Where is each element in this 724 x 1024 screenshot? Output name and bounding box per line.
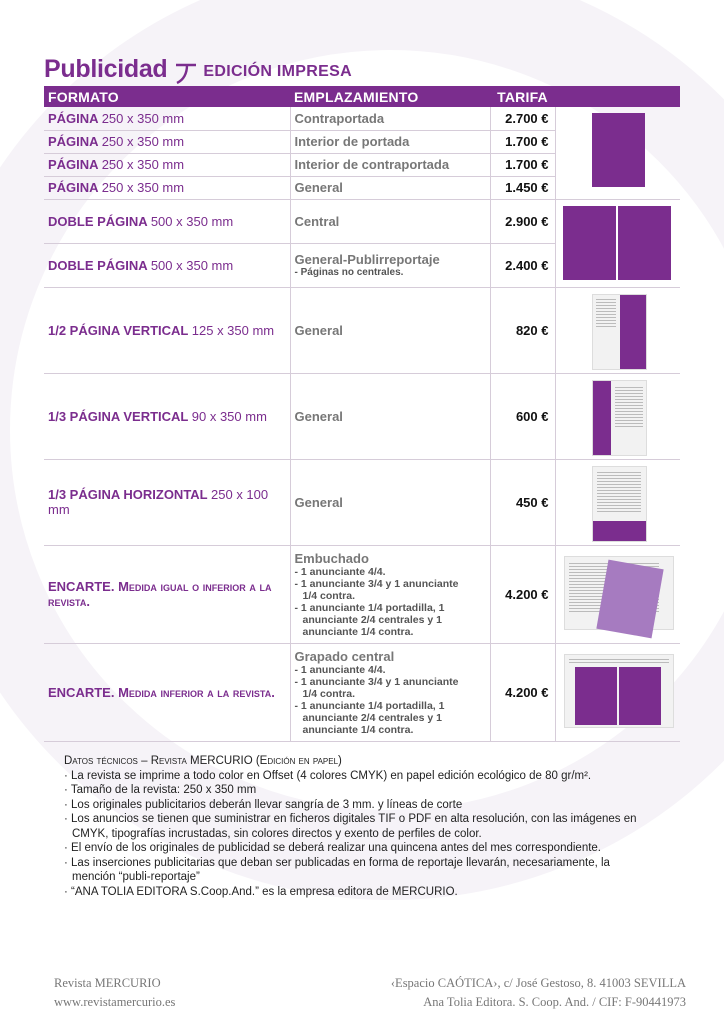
third-vertical-ad-area — [593, 381, 611, 455]
format-name: PÁGINA — [48, 157, 99, 172]
technical-line: · La revista se imprime a todo color en Offset (4 colores CMYK) en papel edición ecológico de 80 gr/m². — [64, 769, 592, 782]
column-header-placement: EMPLAZAMIENTO — [290, 86, 490, 107]
footer-right — [391, 974, 686, 1012]
technical-line: · “ANA TOLIA EDITORA S.Coop.And.” es la empresa editora de MERCURIO. — [64, 885, 458, 898]
placement: General — [290, 373, 490, 459]
column-header-format: FORMATO — [44, 86, 290, 107]
technical-line: mención “publi-reportaje” — [72, 871, 200, 883]
placement: Interior de contraportada — [290, 153, 490, 176]
double-page-right-preview — [618, 206, 671, 280]
price: 1.450 € — [490, 176, 555, 199]
table-row — [44, 373, 680, 459]
placement: General — [290, 459, 490, 545]
placement: General-Publirreportaje — [294, 252, 440, 267]
format-dimensions: 125 x 350 mm — [191, 322, 275, 338]
technical-data-title: Datos técnicos – Revista MERCURIO (Edición en papel) — [64, 755, 342, 767]
third-vertical-preview-sheet — [592, 380, 647, 456]
column-header-preview — [555, 86, 680, 107]
placement-option: 1/4 contra. — [302, 589, 356, 602]
placement-option: anunciante 2/4 centrales y 1 — [302, 711, 442, 724]
table-row — [44, 199, 680, 243]
column-header-price: TARIFA — [490, 86, 555, 107]
table-row — [44, 107, 680, 130]
placement-option: anunciante 1/4 contra. — [302, 723, 414, 736]
price: 1.700 € — [490, 130, 555, 153]
format-dimensions: 250 x 350 mm — [101, 180, 185, 195]
rates-table — [44, 86, 680, 742]
third-horizontal-ad-area — [593, 521, 646, 541]
half-page-preview-sheet — [592, 294, 647, 370]
placement-option: - 1 anunciante 4/4. — [294, 565, 386, 578]
price: 2.900 € — [490, 199, 555, 243]
page-header — [44, 50, 352, 84]
format-name: 1/3 PÁGINA VERTICAL — [48, 408, 189, 424]
technical-line: · Los originales publicitarios deberán llevar sangría de 3 mm. y líneas de corte — [64, 798, 463, 811]
table-row — [44, 545, 680, 643]
text-column-decoration — [597, 472, 641, 514]
placement: Central — [290, 199, 490, 243]
format-dimensions: Medida inferior a la revista. — [118, 684, 275, 700]
page-preview — [555, 459, 680, 545]
table-row — [44, 643, 680, 741]
format-name: PÁGINA — [48, 110, 99, 126]
format-name: 1/2 PÁGINA VERTICAL — [48, 322, 189, 338]
placement-option: anunciante 1/4 contra. — [302, 625, 414, 638]
placement-option: - 1 anunciante 1/4 portadilla, 1 — [294, 601, 445, 614]
price: 4.200 € — [490, 643, 555, 741]
stapled-insert-right — [619, 667, 661, 725]
placement: Interior de portada — [290, 130, 490, 153]
page-subtitle: EDICIÓN IMPRESA — [203, 63, 352, 80]
format-name: ENCARTE. — [48, 579, 115, 594]
table-row — [44, 287, 680, 373]
full-page-ad-preview — [592, 113, 645, 187]
placement: Grapado central — [294, 648, 395, 664]
text-column-decoration — [569, 659, 669, 665]
page-title: Publicidad — [44, 55, 168, 83]
price: 2.400 € — [490, 243, 555, 287]
format-dimensions: 500 x 350 mm — [150, 213, 234, 229]
format-dimensions: Medida igual o inferior a la revista. — [48, 579, 272, 609]
stapled-insert-spread — [564, 654, 674, 728]
footer-left — [54, 974, 175, 1012]
logo-mark-icon — [175, 60, 197, 84]
page-preview — [555, 199, 680, 287]
placement-option: - 1 anunciante 3/4 y 1 anunciante — [294, 675, 459, 688]
table-header-row — [44, 86, 680, 107]
format-name: DOBLE PÁGINA — [48, 213, 148, 229]
text-column-decoration — [596, 299, 616, 329]
format-name: ENCARTE. — [48, 684, 115, 700]
technical-line: CMYK, tipografías incrustadas, sin colores directos y exento de perfiles de color. — [72, 827, 482, 840]
placement-option: - 1 anunciante 1/4 portadilla, 1 — [294, 699, 445, 712]
format-dimensions: 250 x 350 mm — [101, 110, 185, 126]
placement-option: 1/4 contra. — [302, 687, 356, 700]
stapled-insert-left — [575, 667, 617, 725]
format-name: PÁGINA — [48, 134, 99, 149]
format-dimensions: 500 x 350 mm — [150, 257, 234, 273]
technical-line: · Las inserciones publicitarias que deban ser publicadas en forma de reportaje llevarán, necesariamente, la — [64, 856, 610, 869]
double-page-left-preview — [563, 206, 616, 280]
placement: General — [290, 287, 490, 373]
format-name: DOBLE PÁGINA — [48, 257, 148, 273]
address: ‹Espacio CAÓTICA›, c/ José Gestoso, 8. 41003 SEVILLA — [390, 976, 686, 990]
format-dimensions: 250 x 100 mm — [48, 487, 269, 517]
page-preview — [555, 373, 680, 459]
format-name: PÁGINA — [48, 180, 99, 195]
placement: Embuchado — [294, 550, 369, 566]
magazine-website[interactable]: www.revistamercurio.es — [54, 995, 176, 1009]
page-preview — [555, 107, 680, 199]
placement-option: - 1 anunciante 3/4 y 1 anunciante — [294, 577, 459, 590]
table-row — [44, 459, 680, 545]
price: 4.200 € — [490, 545, 555, 643]
placement-note: - Páginas no centrales. — [294, 267, 404, 278]
placement-option: anunciante 2/4 centrales y 1 — [302, 613, 442, 626]
page-preview — [555, 545, 680, 643]
publisher-info: Ana Tolia Editora. S. Coop. And. / CIF: F-90441973 — [423, 995, 686, 1009]
technical-line: · Los anuncios se tienen que suministrar en ficheros digitales TIF o PDF en alta resolución, con las imágenes en — [64, 813, 637, 825]
technical-data — [64, 754, 684, 899]
price: 600 € — [490, 373, 555, 459]
placement-option: - 1 anunciante 4/4. — [294, 663, 386, 676]
format-dimensions: 250 x 350 mm — [101, 157, 185, 172]
loose-insert-sheet — [596, 559, 663, 638]
text-column-decoration — [615, 387, 643, 427]
format-dimensions: 250 x 350 mm — [101, 134, 185, 149]
half-page-ad-area — [620, 295, 646, 369]
format-name: 1/3 PÁGINA HORIZONTAL — [48, 487, 208, 502]
price: 820 € — [490, 287, 555, 373]
format-dimensions: 90 x 350 mm — [191, 408, 267, 424]
magazine-name: Revista MERCURIO — [54, 976, 161, 990]
page-preview — [555, 643, 680, 741]
price: 1.700 € — [490, 153, 555, 176]
price: 2.700 € — [490, 107, 555, 130]
placement: General — [290, 176, 490, 199]
technical-line: · Tamaño de la revista: 250 x 350 mm — [64, 784, 257, 796]
placement: Contraportada — [290, 107, 490, 130]
third-horizontal-preview-sheet — [592, 466, 647, 542]
price: 450 € — [490, 459, 555, 545]
technical-line: · El envío de los originales de publicidad se deberá realizar una quincena antes del mes correspondiente. — [64, 842, 602, 854]
page-preview — [555, 287, 680, 373]
